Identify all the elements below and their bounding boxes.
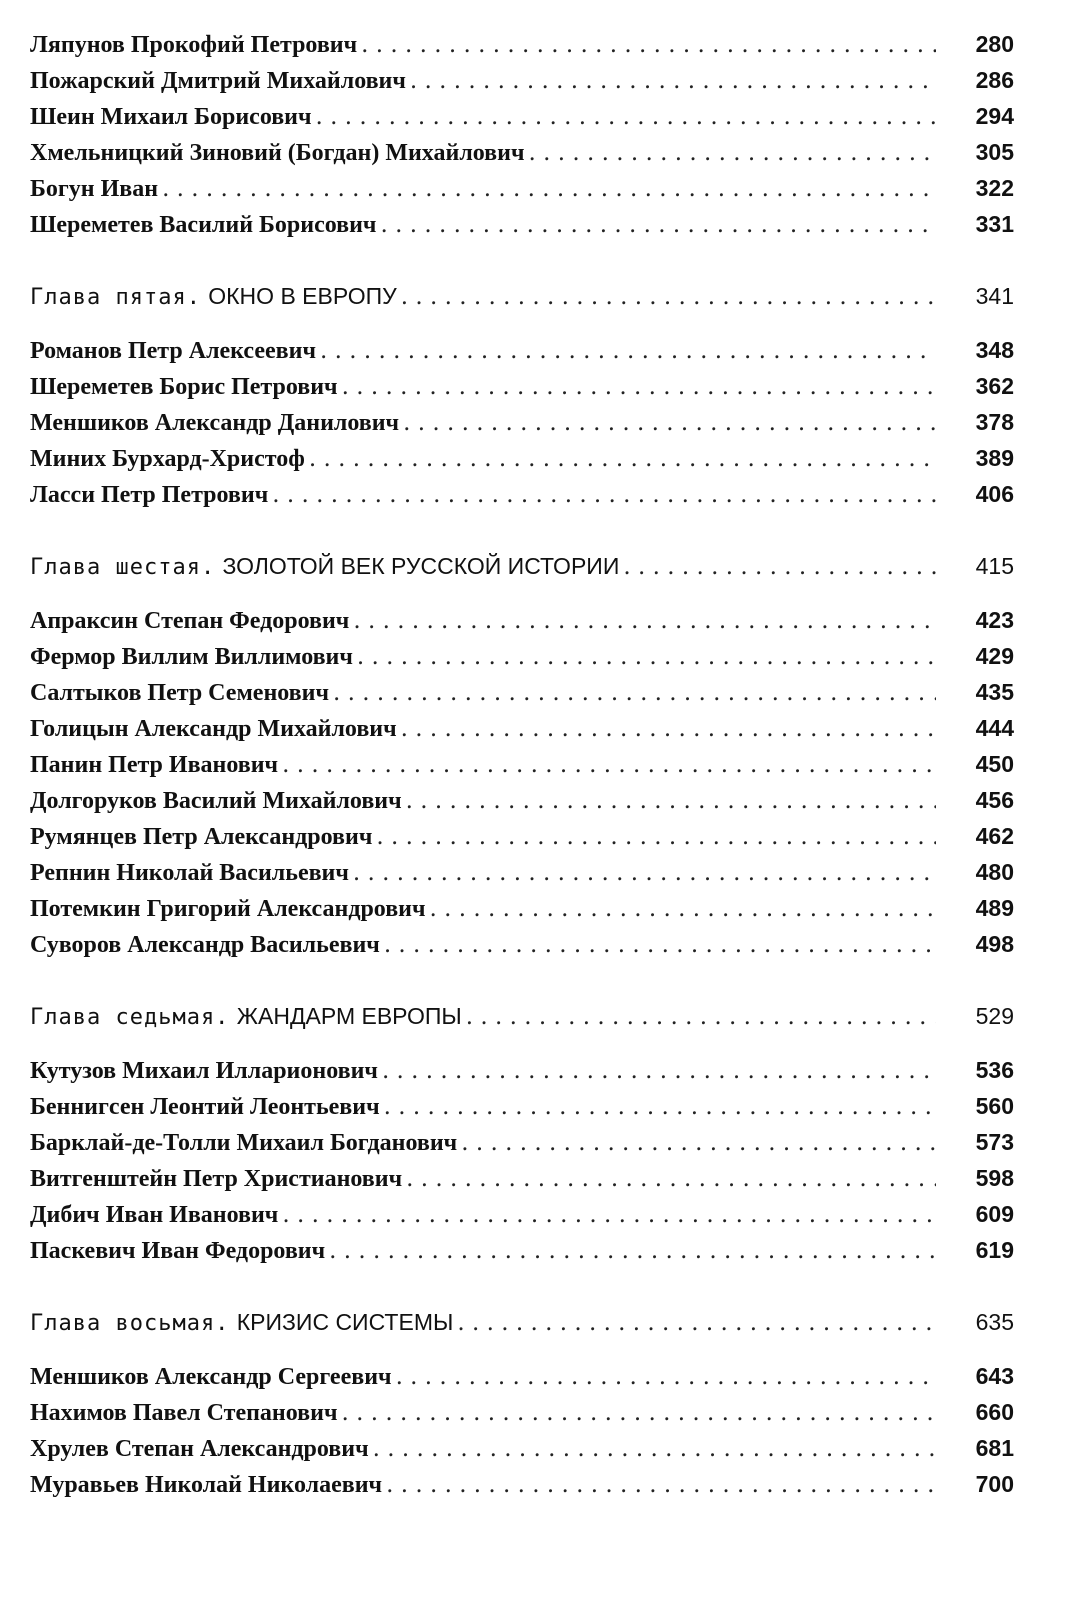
dot-leader xyxy=(430,894,936,924)
page-number: 609 xyxy=(975,1201,1014,1227)
dot-leader xyxy=(353,606,936,636)
toc-entry xyxy=(30,443,1014,473)
chapter-heading xyxy=(30,1307,1014,1337)
toc-entry xyxy=(30,29,1014,59)
dot-leader xyxy=(623,552,936,582)
toc-entry xyxy=(30,1235,1014,1265)
page-number: 362 xyxy=(975,373,1014,399)
toc-entry xyxy=(30,1163,1014,1193)
page-number: 450 xyxy=(975,751,1014,777)
dot-leader xyxy=(376,822,936,852)
page-number: 423 xyxy=(975,607,1014,633)
toc-entry xyxy=(30,857,1014,887)
chapter-name: ЗОЛОТОЙ ВЕК РУССКОЙ ИСТОРИИ xyxy=(222,553,620,579)
page-number: 462 xyxy=(975,823,1014,849)
dot-leader xyxy=(282,750,936,780)
page-number: 348 xyxy=(975,337,1014,363)
entry-title: Пожарский Дмитрий Михайлович xyxy=(30,68,406,94)
page-number: 700 xyxy=(975,1471,1014,1497)
entry-title: Нахимов Павел Степанович xyxy=(30,1400,338,1426)
entry-title: Хмельницкий Зиновий (Богдан) Михайлович xyxy=(30,140,525,166)
toc-entry xyxy=(30,749,1014,779)
page-number: 444 xyxy=(975,715,1014,741)
chapter-label: Глава пятая. xyxy=(30,285,201,310)
dot-leader xyxy=(162,174,936,204)
entry-title: Долгоруков Василий Михайлович xyxy=(30,788,402,814)
dot-leader xyxy=(282,1200,936,1230)
page-number: 560 xyxy=(975,1093,1014,1119)
chapter-name: КРИЗИС СИСТЕМЫ xyxy=(236,1309,454,1335)
toc-entry xyxy=(30,713,1014,743)
page-number: 294 xyxy=(975,103,1014,129)
chapter-title xyxy=(30,281,397,313)
toc-entry xyxy=(30,407,1014,437)
dot-leader xyxy=(382,1056,936,1086)
entry-title: Миних Бурхард-Христоф xyxy=(30,446,305,472)
entry-title: Салтыков Петр Семенович xyxy=(30,680,329,706)
dot-leader xyxy=(401,282,936,312)
chapter-heading xyxy=(30,551,1014,581)
chapter-title xyxy=(30,551,619,583)
page-number: 529 xyxy=(975,1003,1014,1029)
chapter-title xyxy=(30,1001,462,1033)
page-number: 456 xyxy=(975,787,1014,813)
dot-leader xyxy=(373,1434,936,1464)
dot-leader xyxy=(401,714,936,744)
toc-entry xyxy=(30,1091,1014,1121)
page-number: 536 xyxy=(975,1057,1014,1083)
page-number: 378 xyxy=(975,409,1014,435)
dot-leader xyxy=(309,444,936,474)
chapter-name: ЖАНДАРМ ЕВРОПЫ xyxy=(236,1003,462,1029)
dot-leader xyxy=(341,1398,936,1428)
toc-entry xyxy=(30,101,1014,131)
toc-entry xyxy=(30,929,1014,959)
toc-entry xyxy=(30,893,1014,923)
entry-title: Богун Иван xyxy=(30,176,159,202)
toc-entry xyxy=(30,209,1014,239)
dot-leader xyxy=(396,1362,936,1392)
dot-leader xyxy=(320,336,936,366)
entry-title: Кутузов Михаил Илларионович xyxy=(30,1058,378,1084)
page-number: 429 xyxy=(975,643,1014,669)
page-number: 435 xyxy=(975,679,1014,705)
dot-leader xyxy=(361,30,936,60)
page-number: 406 xyxy=(975,481,1014,507)
toc-entry xyxy=(30,677,1014,707)
page-number: 660 xyxy=(975,1399,1014,1425)
chapter-label: Глава шестая. xyxy=(30,555,216,580)
toc-entry xyxy=(30,785,1014,815)
chapter-name: ОКНО В ЕВРОПУ xyxy=(208,283,397,309)
page-number: 280 xyxy=(975,31,1014,57)
dot-leader xyxy=(403,408,936,438)
dot-leader xyxy=(316,102,936,132)
entry-title: Шереметев Борис Петрович xyxy=(30,374,338,400)
toc-entry xyxy=(30,479,1014,509)
dot-leader xyxy=(342,372,936,402)
entry-title: Муравьев Николай Николаевич xyxy=(30,1472,383,1498)
page-number: 635 xyxy=(975,1309,1014,1335)
page-number: 331 xyxy=(975,211,1014,237)
entry-title: Апраксин Степан Федорович xyxy=(30,608,350,634)
page-number: 322 xyxy=(975,175,1014,201)
entry-title: Шеин Михаил Борисович xyxy=(30,104,312,130)
dot-leader xyxy=(457,1308,936,1338)
dot-leader xyxy=(333,678,936,708)
toc-entry xyxy=(30,65,1014,95)
toc-entry xyxy=(30,335,1014,365)
chapter-heading xyxy=(30,281,1014,311)
page-number: 480 xyxy=(975,859,1014,885)
page-number: 286 xyxy=(975,67,1014,93)
entry-title: Беннигсен Леонтий Леонтьевич xyxy=(30,1094,380,1120)
entry-title: Фермор Виллим Виллимович xyxy=(30,644,353,670)
chapter-title xyxy=(30,1307,453,1339)
entry-title: Хрулев Степан Александрович xyxy=(30,1436,369,1462)
page-number: 341 xyxy=(975,283,1014,309)
entry-title: Романов Петр Алексеевич xyxy=(30,338,316,364)
toc-entry xyxy=(30,1055,1014,1085)
chapter-label: Глава седьмая. xyxy=(30,1005,230,1030)
toc-entry xyxy=(30,137,1014,167)
entry-title: Ласси Петр Петрович xyxy=(30,482,269,508)
dot-leader xyxy=(384,1092,936,1122)
entry-title: Ляпунов Прокофий Петрович xyxy=(30,32,358,58)
toc-entry xyxy=(30,1397,1014,1427)
entry-title: Румянцев Петр Александрович xyxy=(30,824,373,850)
dot-leader xyxy=(406,1164,936,1194)
page-number: 305 xyxy=(975,139,1014,165)
entry-title: Меншиков Александр Данилович xyxy=(30,410,400,436)
toc-entry xyxy=(30,1127,1014,1157)
dot-leader xyxy=(384,930,936,960)
entry-title: Потемкин Григорий Александрович xyxy=(30,896,426,922)
dot-leader xyxy=(461,1128,936,1158)
dot-leader xyxy=(272,480,936,510)
dot-leader xyxy=(529,138,936,168)
entry-title: Суворов Александр Васильевич xyxy=(30,932,380,958)
toc-entry xyxy=(30,371,1014,401)
entry-title: Панин Петр Иванович xyxy=(30,752,279,778)
page-number: 643 xyxy=(975,1363,1014,1389)
page-number: 598 xyxy=(975,1165,1014,1191)
dot-leader xyxy=(357,642,936,672)
dot-leader xyxy=(386,1470,936,1500)
entry-title: Репнин Николай Васильевич xyxy=(30,860,349,886)
toc-entry xyxy=(30,821,1014,851)
entry-title: Меншиков Александр Сергеевич xyxy=(30,1364,392,1390)
page-number: 681 xyxy=(975,1435,1014,1461)
page-number: 389 xyxy=(975,445,1014,471)
entry-title: Барклай-де-Толли Михаил Богданович xyxy=(30,1130,458,1156)
page-number: 415 xyxy=(975,553,1014,579)
toc-entry xyxy=(30,1433,1014,1463)
dot-leader xyxy=(353,858,936,888)
entry-title: Паскевич Иван Федорович xyxy=(30,1238,326,1264)
page-number: 489 xyxy=(975,895,1014,921)
entry-title: Шереметев Василий Борисович xyxy=(30,212,377,238)
toc-entry xyxy=(30,1361,1014,1391)
chapter-label: Глава восьмая. xyxy=(30,1311,230,1336)
dot-leader xyxy=(329,1236,936,1266)
toc-entry xyxy=(30,1199,1014,1229)
entry-title: Голицын Александр Михайлович xyxy=(30,716,397,742)
entry-title: Дибич Иван Иванович xyxy=(30,1202,279,1228)
dot-leader xyxy=(466,1002,936,1032)
dot-leader xyxy=(410,66,936,96)
toc-entry xyxy=(30,605,1014,635)
toc-entry xyxy=(30,1469,1014,1499)
page-number: 498 xyxy=(975,931,1014,957)
toc-entry xyxy=(30,173,1014,203)
dot-leader xyxy=(406,786,936,816)
page-number: 619 xyxy=(975,1237,1014,1263)
dot-leader xyxy=(380,210,936,240)
page-number: 573 xyxy=(975,1129,1014,1155)
chapter-heading xyxy=(30,1001,1014,1031)
toc-entry xyxy=(30,641,1014,671)
entry-title: Витгенштейн Петр Христианович xyxy=(30,1166,403,1192)
